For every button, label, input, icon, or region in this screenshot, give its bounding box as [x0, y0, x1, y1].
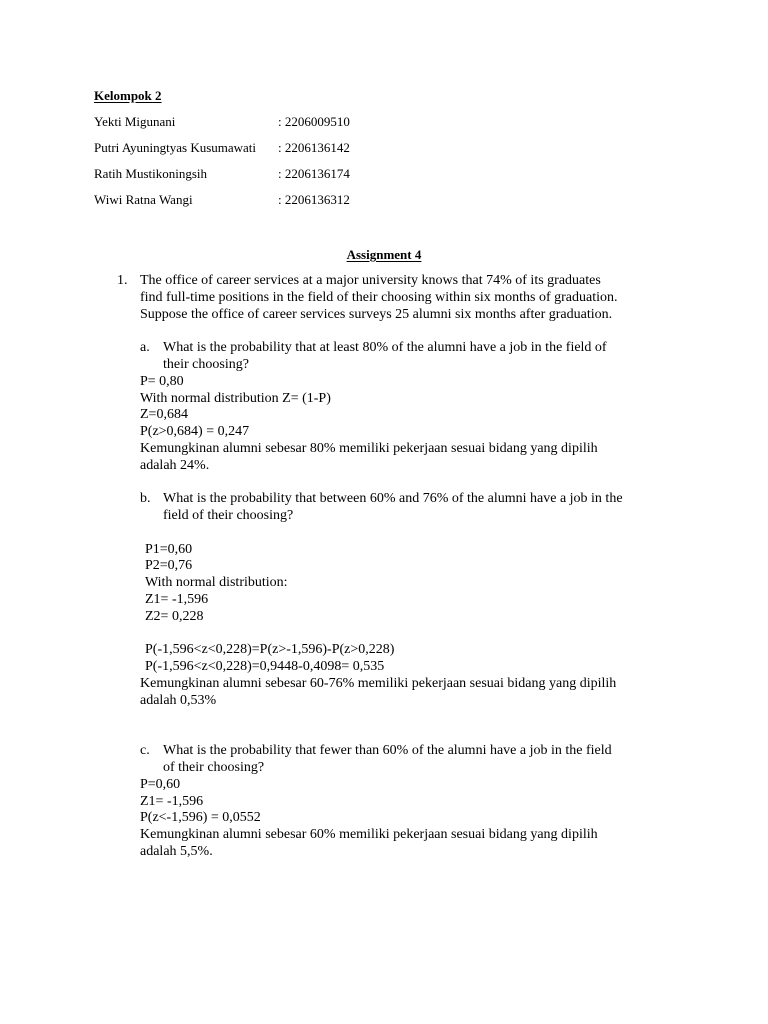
- part-question-line: What is the probability that fewer than 60% of the alumni have a job in the field: [163, 743, 612, 758]
- member-name: Putri Ayuningtyas Kusumawati: [94, 140, 257, 155]
- answer-line: Z2= 0,228: [145, 609, 204, 624]
- part-letter: b.: [140, 491, 151, 506]
- answer-line: Kemungkinan alumni sebesar 60% memiliki pekerjaan sesuai bidang yang dipilih: [140, 827, 598, 842]
- part-question-line: What is the probability that at least 80% of the alumni have a job in the field of: [163, 340, 607, 355]
- part-question-line: their choosing?: [163, 357, 249, 372]
- answer-line: adalah 5,5%.: [140, 844, 213, 859]
- member-name: Wiwi Ratna Wangi: [94, 192, 193, 207]
- answer-line: With normal distribution:: [145, 575, 288, 590]
- answer-line: Z=0,684: [140, 407, 188, 422]
- part-letter: c.: [140, 743, 150, 758]
- part-question-line: of their choosing?: [163, 760, 265, 775]
- question-text-line: find full-time positions in the field of their choosing within six months of graduation.: [140, 290, 618, 305]
- part-letter: a.: [140, 340, 150, 355]
- answer-line: P(-1,596<z<0,228)=0,9448-0,4098= 0,535: [145, 659, 385, 674]
- question-text-line: The office of career services at a major university knows that 74% of its graduates: [140, 273, 601, 288]
- group-title: Kelompok 2: [94, 88, 162, 103]
- answer-line: P(-1,596<z<0,228)=P(z>-1,596)-P(z>0,228): [145, 642, 395, 657]
- answer-line: With normal distribution Z= (1-P): [140, 391, 331, 406]
- answer-line: Kemungkinan alumni sebesar 80% memiliki pekerjaan sesuai bidang yang dipilih: [140, 441, 598, 456]
- answer-line: P= 0,80: [140, 374, 184, 389]
- member-id: : 2206136174: [278, 166, 350, 181]
- answer-line: P1=0,60: [145, 542, 193, 557]
- member-id: : 2206009510: [278, 114, 350, 129]
- member-name: Yekti Migunani: [94, 114, 176, 129]
- part-question-line: What is the probability that between 60% and 76% of the alumni have a job in the: [163, 491, 623, 506]
- answer-line: P(z<-1,596) = 0,0552: [140, 810, 261, 825]
- answer-line: P=0,60: [140, 777, 181, 792]
- answer-line: Z1= -1,596: [140, 794, 204, 809]
- assignment-title: Assignment 4: [346, 247, 422, 262]
- answer-line: adalah 24%.: [140, 458, 210, 473]
- question-text-line: Suppose the office of career services surveys 25 alumni six months after graduation.: [140, 307, 613, 322]
- member-id: : 2206136312: [278, 192, 350, 207]
- question-number: 1.: [117, 273, 128, 288]
- answer-line: P(z>0,684) = 0,247: [140, 424, 250, 439]
- member-id: : 2206136142: [278, 140, 350, 155]
- answer-line: adalah 0,53%: [140, 693, 217, 708]
- answer-line: P2=0,76: [145, 558, 193, 573]
- answer-line: Kemungkinan alumni sebesar 60-76% memiliki pekerjaan sesuai bidang yang dipilih: [140, 676, 617, 691]
- member-name: Ratih Mustikoningsih: [94, 166, 208, 181]
- part-question-line: field of their choosing?: [163, 508, 294, 523]
- answer-line: Z1= -1,596: [145, 592, 209, 607]
